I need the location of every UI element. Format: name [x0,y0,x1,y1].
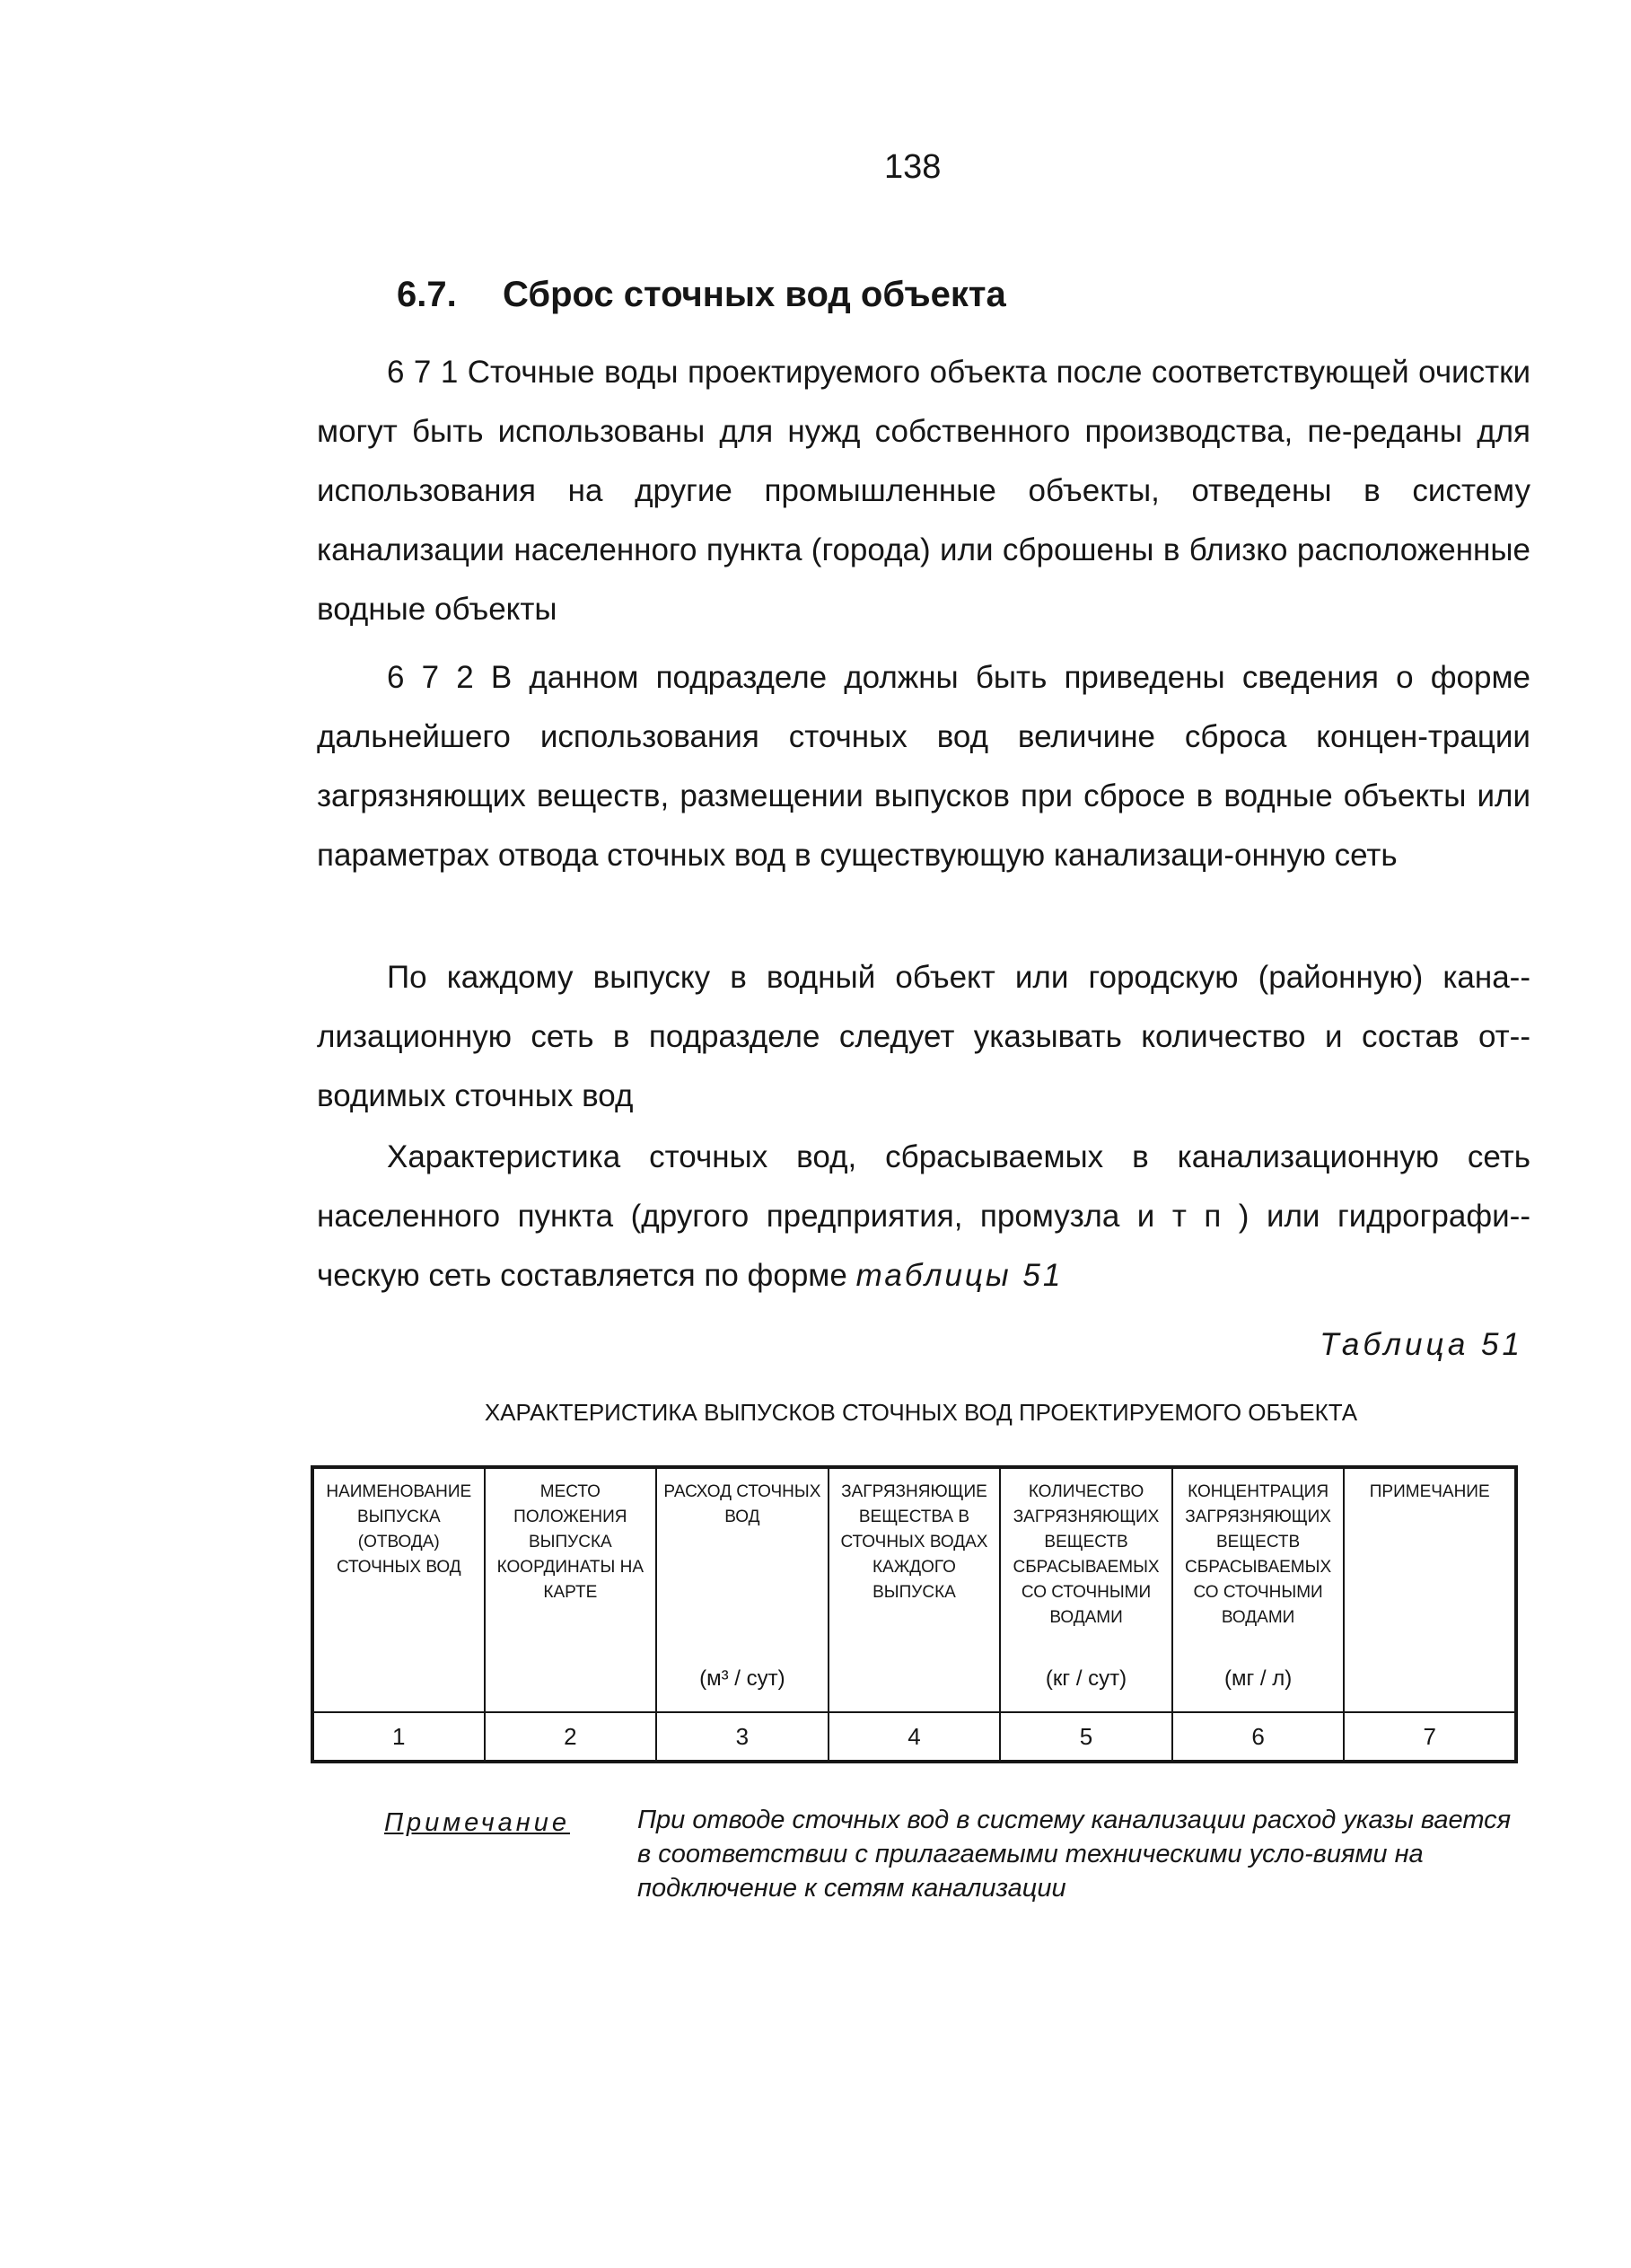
paragraph-6-7-2 [317,648,1530,885]
paragraph-outlets [317,948,1530,1126]
table-header-cell [1000,1467,1172,1712]
table-header-cell [312,1467,485,1712]
table-header-row [312,1467,1516,1712]
header-text: НАИМЕНОВАНИЕ ВЫПУСКА (ОТВОДА) СТОЧНЫХ ВОД [326,1482,472,1577]
page-number: 138 [884,148,942,186]
paragraph-main-text: Характеристика сточных вод, сбрасываемых в канализационную сеть населенного пункта (другого предприятия, промузла и т п ) или гидрографи-ческую сеть составляется по форме [317,1139,1530,1293]
paragraph-characteristics [317,1128,1530,1305]
section-heading [397,275,1006,315]
table-label: Таблица 51 [1320,1327,1523,1362]
table-header-cell [829,1467,1001,1712]
header-unit: (м³ / сут) [699,1666,785,1691]
column-number: 3 [656,1712,829,1762]
column-number: 1 [312,1712,485,1762]
paragraph-text: 6 7 1 Сточные воды проектируемого объекта после соответствующей очистки могут быть использованы для нужд собственного производства, пе-реданы для использования на другие промышленные объекты, отведены в систему канализации населенного пункта (города) или сброшены в близко расположенные водные объекты [317,355,1530,627]
column-number: 2 [485,1712,657,1762]
note-text: При отводе сточных вод в систему канализации расход указы вается в соответствии с прилагаемыми техническими усло-виями на подключение к сетям канализации [637,1806,1512,1903]
header-text: МЕСТО ПОЛОЖЕНИЯ ВЫПУСКА КООРДИНАТЫ НА КАРТЕ [496,1482,645,1602]
column-number: 5 [1000,1712,1172,1762]
table-reference: таблицы 51 [855,1258,1064,1293]
paragraph-text: 6 7 2 В данном подразделе должны быть приведены сведения о форме дальнейшего использования сточных вод величине сброса концен-трации загрязняющих веществ, размещении выпусков при сбросе в водные объекты или параметрах отвода сточных вод в существующую канализаци-онную сеть [317,660,1530,873]
header-unit: (кг / сут) [1045,1666,1127,1691]
note-label: Примечание [384,1808,571,1837]
column-number: 4 [829,1712,1001,1762]
column-number: 6 [1172,1712,1345,1762]
table-header-cell [656,1467,829,1712]
column-number: 7 [1344,1712,1516,1762]
wastewater-outlets-table [311,1465,1518,1763]
header-unit: (мг / л) [1223,1666,1293,1691]
header-text: КОЛИЧЕСТВО ЗАГРЯЗНЯЮЩИХ ВЕЩЕСТВ СБРАСЫВАЕМЫХ СО СТОЧНЫМИ ВОДАМИ [1013,1482,1160,1627]
paragraph-text [317,1128,1530,1305]
section-number: 6.7. [397,275,457,314]
paragraph-text: По каждому выпуску в водный объект или городскую (районную) кана-лизационную сеть в подразделе следует указывать количество и состав от-водимых сточных вод [317,960,1530,1113]
header-text: РАСХОД СТОЧНЫХ ВОД [663,1482,821,1526]
table-header-cell [1172,1467,1345,1712]
table-header-cell [485,1467,657,1712]
table-header-cell [1344,1467,1516,1712]
paragraph-6-7-1 [317,343,1530,639]
header-text: ЗАГРЯЗНЯЮЩИЕ ВЕЩЕСТВА В СТОЧНЫХ ВОДАХ КАЖДОГО ВЫПУСКА [840,1482,988,1602]
table-number-row [312,1712,1516,1762]
section-title: Сброс сточных вод объекта [503,275,1006,314]
header-text: КОНЦЕНТРАЦИЯ ЗАГРЯЗНЯЮЩИХ ВЕЩЕСТВ СБРАСЫВАЕМЫХ СО СТОЧНЫМИ ВОДАМИ [1185,1482,1332,1627]
table-title: ХАРАКТЕРИСТИКА ВЫПУСКОВ СТОЧНЫХ ВОД ПРОЕКТИРУЕМОГО ОБЪЕКТА [484,1399,1358,1426]
header-text: ПРИМЕЧАНИЕ [1369,1482,1490,1501]
